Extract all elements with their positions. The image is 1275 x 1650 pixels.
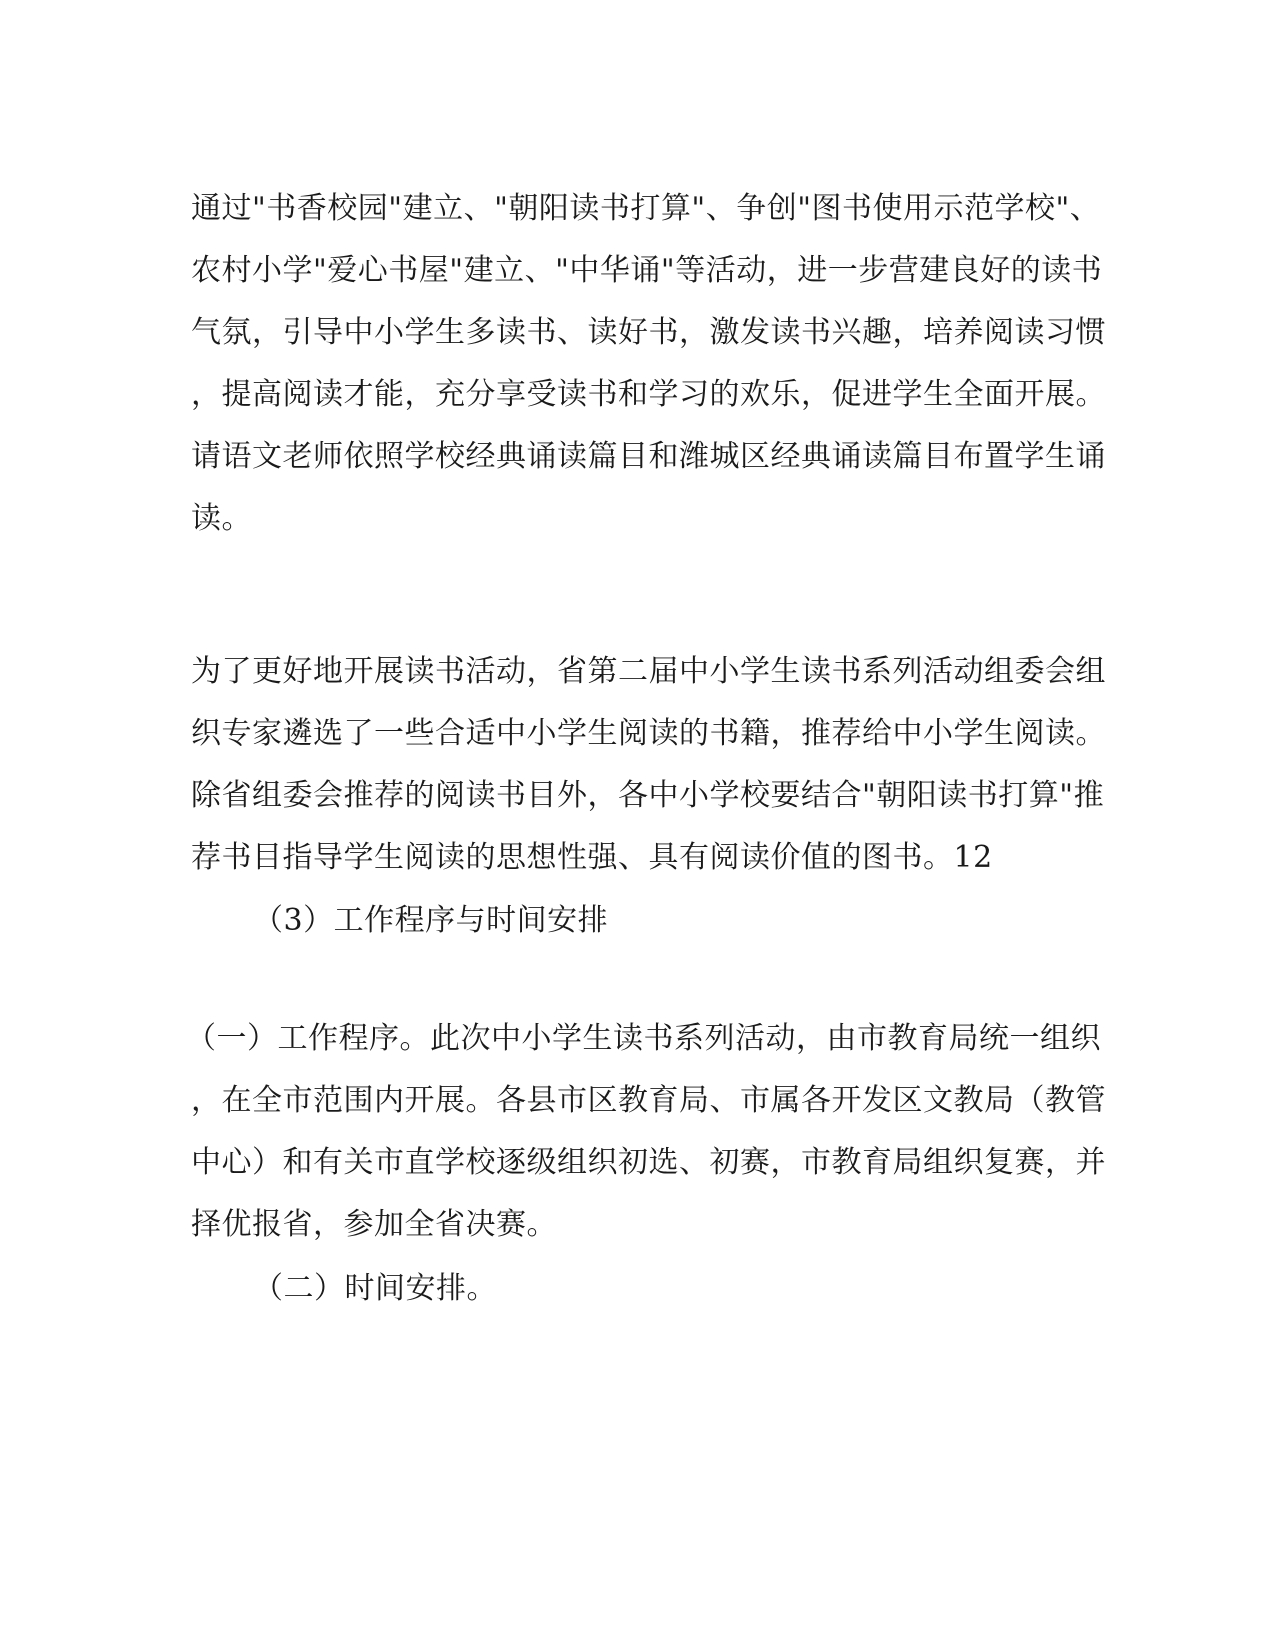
- section-heading-time: （二）时间安排。: [253, 1271, 497, 1306]
- paragraph-3-line-4: 择优报省，参加全省决赛。: [191, 1207, 557, 1242]
- paragraph-1-line-4: ，提高阅读才能，充分享受读书和学习的欢乐，促进学生全面开展。: [191, 377, 1106, 412]
- paragraph-2-line-1: 为了更好地开展读书活动，省第二届中小学生读书系列活动组委会组: [191, 654, 1106, 689]
- paragraph-3-line-2: ，在全市范围内开展。各县市区教育局、市属各开发区文教局（教管: [191, 1083, 1106, 1118]
- paragraph-1-line-6: 读。: [191, 501, 252, 536]
- paragraph-2-line-3: 除省组委会推荐的阅读书目外，各中小学校要结合"朝阳读书打算"推: [191, 778, 1105, 813]
- paragraph-1-line-3: 气氛，引导中小学生多读书、读好书，激发读书兴趣，培养阅读习惯: [191, 315, 1106, 350]
- paragraph-1-line-1: 通过"书香校园"建立、"朝阳读书打算"、争创"图书使用示范学校"、: [191, 191, 1101, 226]
- paragraph-3-line-1: （一）工作程序。此次中小学生读书系列活动，由市教育局统一组织: [186, 1021, 1101, 1056]
- paragraph-2-line-4: 荐书目指导学生阅读的思想性强、具有阅读价值的图书。12: [191, 840, 993, 875]
- paragraph-2-line-2: 织专家遴选了一些合适中小学生阅读的书籍，推荐给中小学生阅读。: [191, 716, 1106, 751]
- section-heading-3: （3）工作程序与时间安排: [253, 903, 609, 938]
- paragraph-1-line-5: 请语文老师依照学校经典诵读篇目和潍城区经典诵读篇目布置学生诵: [191, 439, 1106, 474]
- paragraph-1-line-2: 农村小学"爱心书屋"建立、"中华诵"等活动，进一步营建良好的读书: [191, 253, 1103, 288]
- paragraph-3-line-3: 中心）和有关市直学校逐级组织初选、初赛，市教育局组织复赛，并: [191, 1145, 1106, 1180]
